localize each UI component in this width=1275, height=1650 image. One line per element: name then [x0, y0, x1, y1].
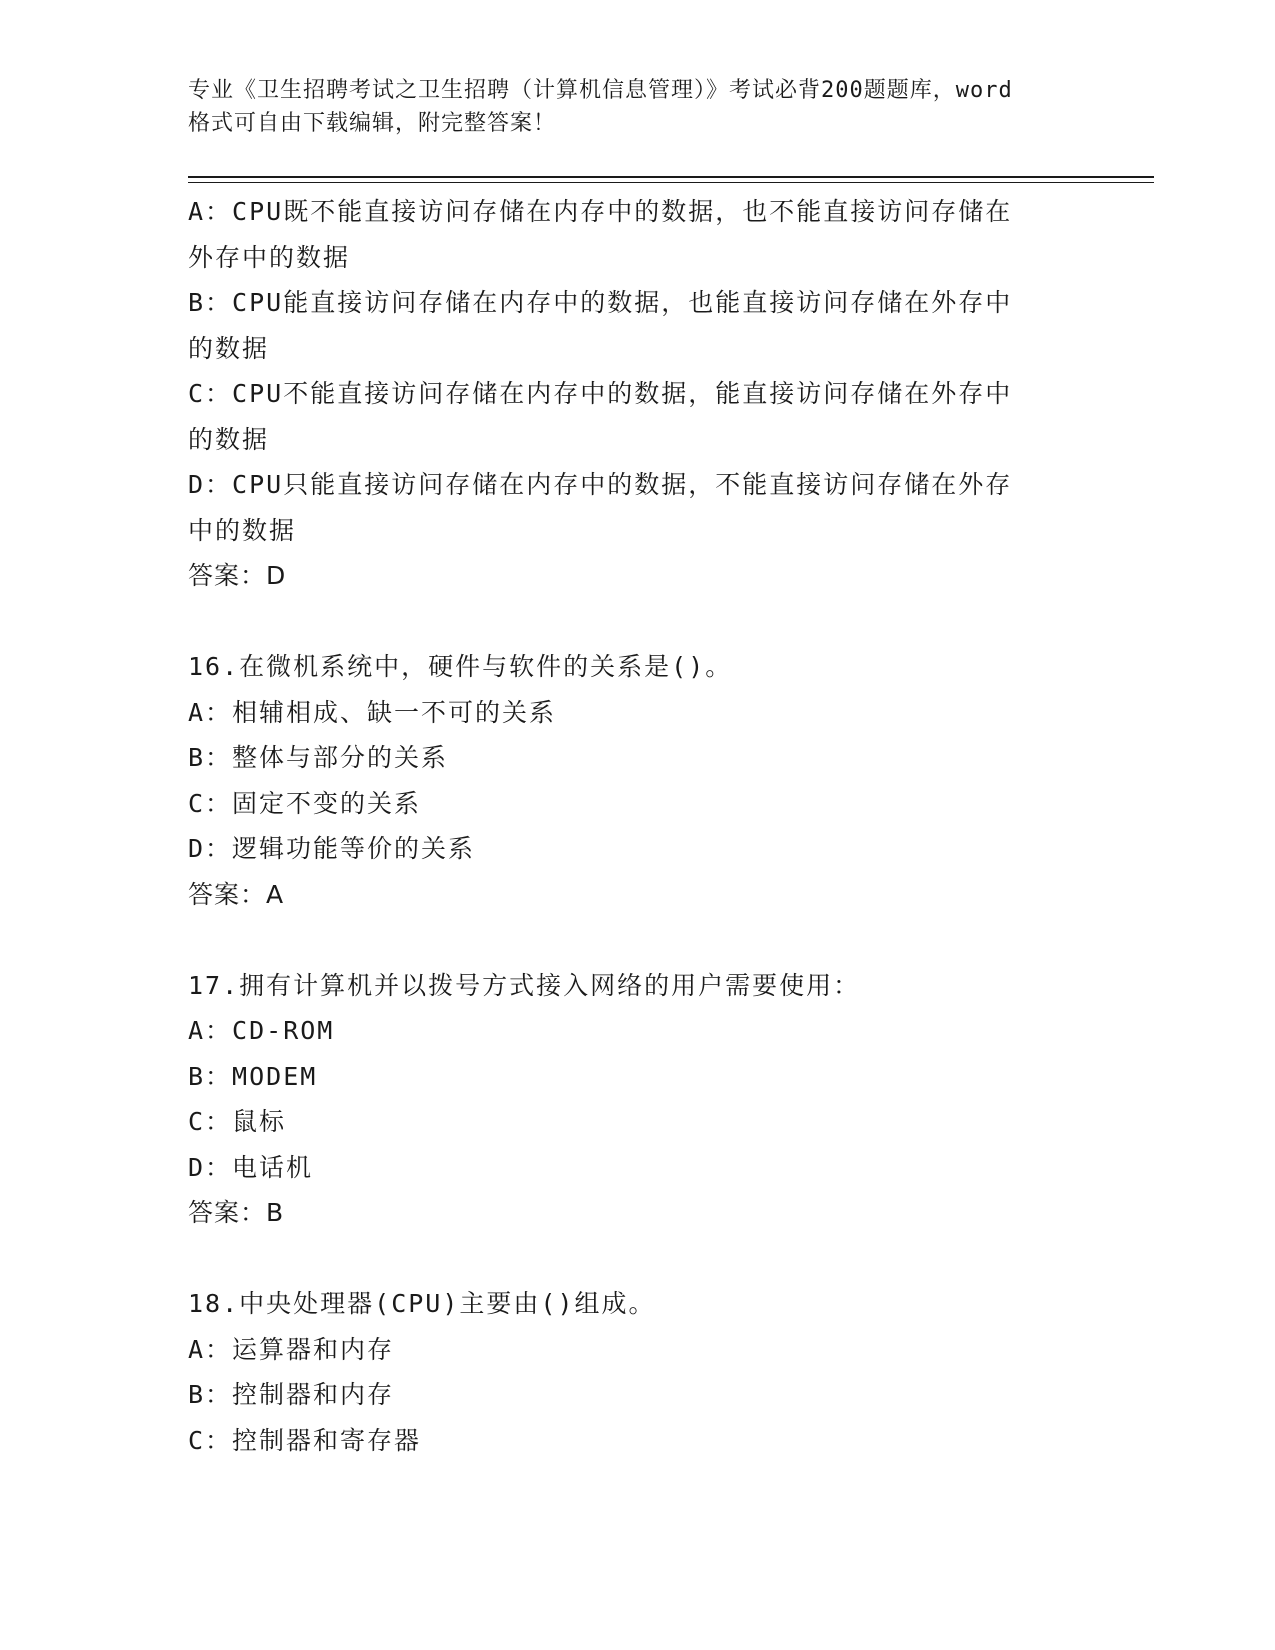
option-a: A：CD-ROM — [188, 1016, 335, 1045]
option-b-line-2: 的数据 — [188, 333, 270, 363]
answer-line: 答案：A — [188, 879, 285, 909]
option-b-line-1: B：CPU能直接访问存储在内存中的数据，也能直接访问存储在外存中 — [188, 288, 1013, 317]
option-c: C：固定不变的关系 — [188, 788, 422, 818]
question-block-16 — [188, 644, 1068, 917]
option-c: C：鼠标 — [188, 1107, 287, 1136]
document-header — [188, 74, 1088, 140]
option-c: C：控制器和寄存器 — [188, 1425, 422, 1455]
question-block-15 — [188, 189, 1068, 599]
option-c-line-1: C：CPU不能直接访问存储在内存中的数据，能直接访问存储在外存中 — [188, 379, 1013, 408]
header-title-line-1: 专业《卫生招聘考试之卫生招聘（计算机信息管理）》考试必背200题题库，word — [188, 78, 1013, 103]
option-d-line-2: 中的数据 — [188, 515, 297, 545]
option-a-line-1: A：CPU既不能直接访问存储在内存中的数据，也不能直接访问存储在 — [188, 197, 1013, 226]
question-block-17 — [188, 963, 1068, 1236]
option-d-line-1: D：CPU只能直接访问存储在内存中的数据，不能直接访问存储在外存 — [188, 470, 1013, 499]
question-block-18 — [188, 1281, 1068, 1463]
option-a: A：运算器和内存 — [188, 1334, 395, 1364]
option-b: B：控制器和内存 — [188, 1380, 395, 1409]
option-b: B：整体与部分的关系 — [188, 743, 449, 772]
option-c-line-2: 的数据 — [188, 424, 270, 454]
header-divider-thick — [188, 176, 1154, 178]
question-spacer — [188, 1236, 1068, 1282]
question-spacer — [188, 599, 1068, 645]
answer-line: 答案：D — [188, 561, 287, 590]
question-spacer — [188, 917, 1068, 963]
question-text: 17.拥有计算机并以拨号方式接入网络的用户需要使用： — [188, 970, 861, 1000]
option-d: D：逻辑功能等价的关系 — [188, 834, 476, 863]
option-b: B：MODEM — [188, 1061, 318, 1091]
option-d: D：电话机 — [188, 1152, 314, 1182]
question-text: 18.中央处理器(CPU)主要由()组成。 — [188, 1289, 656, 1318]
question-list — [188, 189, 1068, 1463]
option-a-line-2: 外存中的数据 — [188, 242, 351, 272]
header-title-line-2: 格式可自由下载编辑，附完整答案！ — [188, 111, 557, 136]
answer-line: 答案：B — [188, 1198, 285, 1227]
option-a: A：相辅相成、缺一不可的关系 — [188, 697, 557, 727]
question-text: 16.在微机系统中，硬件与软件的关系是()。 — [188, 652, 733, 681]
header-divider-thin — [188, 182, 1154, 183]
